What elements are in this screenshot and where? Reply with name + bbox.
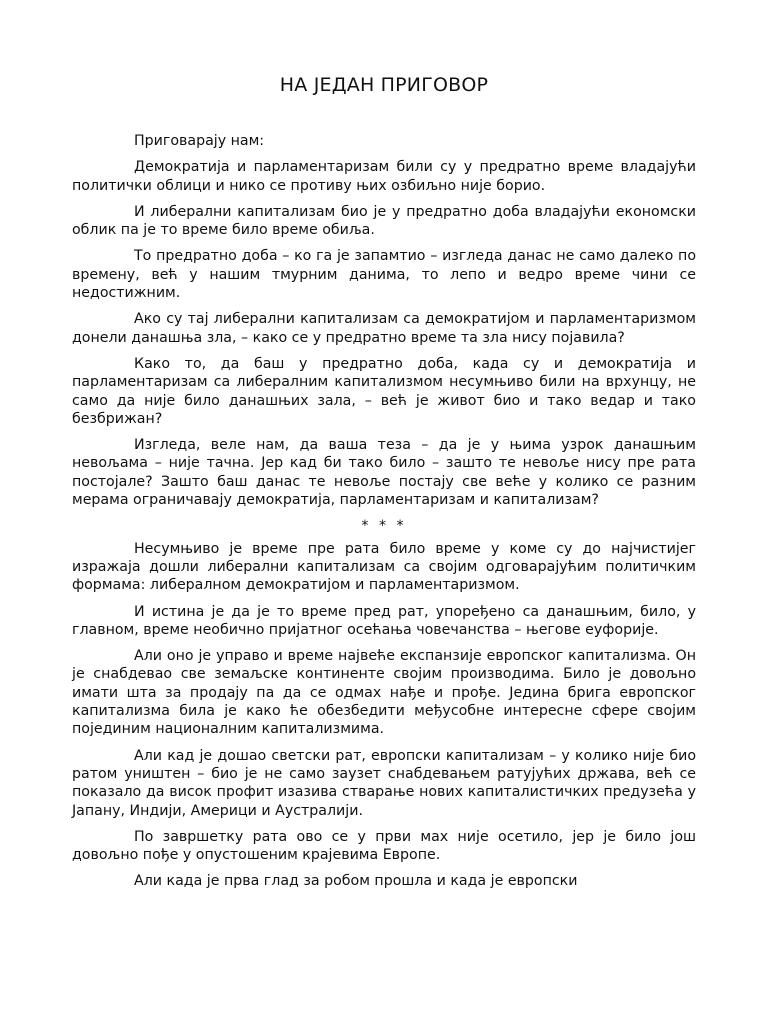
document-title: НА ЈЕДАН ПРИГОВОР xyxy=(279,74,489,96)
paragraph: Изгледа, веле нам, да ваша теза – да је у њима узрок данашњим невољама – није тачна. Јер кад би тако било – зашто те невоље нису пре рата постојале? Зашто баш данас те невоље постају све веће у колико се разним мерама ограничавају демократија, парламентаризам и капитализам? xyxy=(72,437,696,509)
paragraph: То предратно доба – ко га је запамтио – изгледа данас не само далеко по времену, већ у нашим тмурним данима, то лепо и ведро време чини се недостижним. xyxy=(72,248,696,302)
paragraph: Ако су тај либерални капитализам са демократијом и парламентаризмом донели данашња зла, – како се у предратно време та зла нису појавила? xyxy=(72,311,696,346)
paragraph: Приговарају нам: xyxy=(134,133,265,149)
paragraph: Како то, да баш у предратно доба, када су и демократија и парламентаризам са либералним капитализмом несумњиво били на врхунцу, не само да није било данашњих зала, – већ је живот био и тако ведар и тако безбрижан? xyxy=(72,355,696,427)
paragraph: Демократија и парламентаризам били су у предратно време владајући политички облици и нико се противу њих озбиљно није борио. xyxy=(72,159,696,194)
paragraph: Али када је прва глад за робом прошла и када је европски xyxy=(134,873,578,890)
paragraph: И либерални капитализам био је у предратно доба владајући економски облик па је то време било време обиља. xyxy=(72,203,696,239)
paragraph: Али оно је управо и време највеће експанзије европског капитализма. Он је снабдевао све земаљске континенте својим производима. Било је довољно имати шта за продају па да се одмах нађе и прође. Једина брига европског капитализма била је како ће обезбедити међусобне интересне сфере својим појединим националним капитализмима. xyxy=(72,648,696,738)
paragraph: Али кад је дошао светски рат, европски капитализам – у колико није био ратом уништен – био је не само заузет снабдевањем ратујућих држава, већ се показало да висок профит изазива стварање нових капиталистичких предузећа у Јапану, Индији, Америци и Аустралији. xyxy=(72,747,696,819)
paragraph: Несумњиво је време пре рата било време у коме су до најчистијег изражаја дошли либерални капитализам са својим одговарајућим политичким формама: либералном демократијом и парламентаризмом. xyxy=(72,540,696,594)
document-body xyxy=(72,132,696,891)
paragraph: По завршетку рата ово се у први мах није осетило, јер је било још довољно пође у опустошеним крајевима Европе. xyxy=(72,828,696,864)
paragraph: И истина је да је то време пред рат, упоређено са данашњим, било, у главном, време необично пријатног осећања човечанства – његове еуфорије. xyxy=(72,603,696,638)
section-separator: * * * xyxy=(361,518,407,535)
